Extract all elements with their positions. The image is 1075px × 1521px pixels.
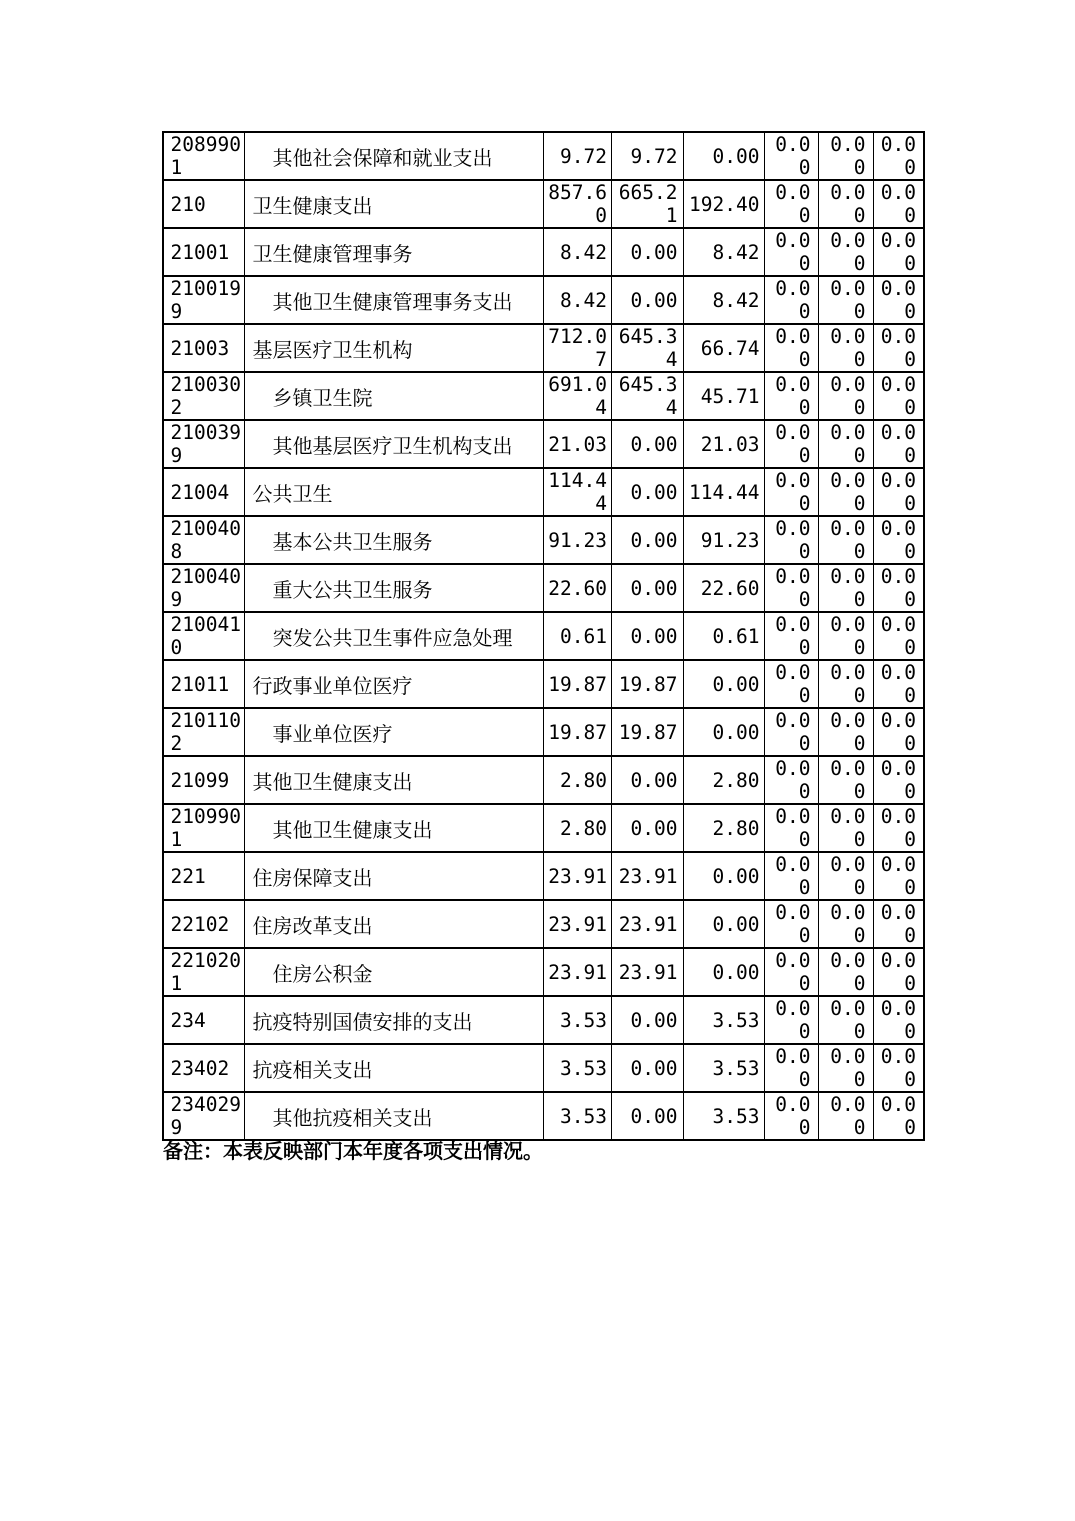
value-cell: 0.61 [543,612,611,660]
code-cell: 2100408 [163,516,244,564]
name-cell: 其他卫生健康管理事务支出 [244,276,543,324]
name-cell: 行政事业单位医疗 [244,660,543,708]
value-cell: 0.00 [873,324,924,372]
code-cell: 234 [163,996,244,1044]
value-cell: 0.00 [818,372,873,420]
expenditure-table-body [163,132,924,1140]
value-cell: 9.72 [543,132,611,180]
name-cell: 其他社会保障和就业支出 [244,132,543,180]
value-cell: 0.00 [611,804,683,852]
value-cell: 0.00 [818,1092,873,1140]
value-cell: 0.00 [818,228,873,276]
code-cell: 21003 [163,324,244,372]
value-cell: 2.80 [543,804,611,852]
table-row [163,228,924,276]
name-cell: 其他卫生健康支出 [244,756,543,804]
value-cell: 23.91 [611,948,683,996]
value-cell: 0.00 [818,660,873,708]
value-cell: 0.00 [611,420,683,468]
value-cell: 0.00 [764,852,818,900]
table-row [163,324,924,372]
value-cell: 0.00 [764,900,818,948]
name-cell: 事业单位医疗 [244,708,543,756]
value-cell: 0.00 [873,948,924,996]
value-cell: 22.60 [683,564,764,612]
value-cell: 0.00 [873,900,924,948]
value-cell: 23.91 [543,852,611,900]
code-cell: 221 [163,852,244,900]
value-cell: 0.00 [683,948,764,996]
value-cell: 0.00 [873,660,924,708]
value-cell: 0.00 [818,1044,873,1092]
name-cell: 基层医疗卫生机构 [244,324,543,372]
value-cell: 0.00 [764,756,818,804]
value-cell: 0.00 [818,804,873,852]
table-row [163,756,924,804]
value-cell: 23.91 [611,852,683,900]
value-cell: 0.00 [873,612,924,660]
value-cell: 0.00 [764,516,818,564]
value-cell: 0.00 [611,564,683,612]
table-row [163,708,924,756]
name-cell: 突发公共卫生事件应急处理 [244,612,543,660]
value-cell: 0.00 [764,1044,818,1092]
value-cell: 114.44 [543,468,611,516]
value-cell: 0.00 [818,180,873,228]
value-cell: 0.00 [683,132,764,180]
value-cell: 0.00 [873,228,924,276]
code-cell: 210 [163,180,244,228]
value-cell: 0.00 [764,708,818,756]
value-cell: 0.00 [818,852,873,900]
code-cell: 2109901 [163,804,244,852]
value-cell: 0.00 [873,1092,924,1140]
value-cell: 691.04 [543,372,611,420]
value-cell: 0.00 [611,612,683,660]
value-cell: 0.00 [764,1092,818,1140]
value-cell: 45.71 [683,372,764,420]
value-cell: 0.00 [764,420,818,468]
code-cell: 2100399 [163,420,244,468]
code-cell: 2100302 [163,372,244,420]
value-cell: 19.87 [611,708,683,756]
table-row [163,276,924,324]
value-cell: 0.00 [611,996,683,1044]
value-cell: 0.00 [764,660,818,708]
value-cell: 0.00 [873,804,924,852]
name-cell: 重大公共卫生服务 [244,564,543,612]
value-cell: 0.00 [873,564,924,612]
value-cell: 0.00 [764,612,818,660]
value-cell: 0.61 [683,612,764,660]
value-cell: 857.60 [543,180,611,228]
table-row [163,1092,924,1140]
value-cell: 0.00 [764,132,818,180]
code-cell: 2101102 [163,708,244,756]
code-cell: 22102 [163,900,244,948]
value-cell: 0.00 [873,180,924,228]
code-cell: 21011 [163,660,244,708]
value-cell: 8.42 [683,276,764,324]
table-row [163,660,924,708]
name-cell: 抗疫特别国债安排的支出 [244,996,543,1044]
value-cell: 0.00 [873,372,924,420]
table-row [163,900,924,948]
value-cell: 712.07 [543,324,611,372]
value-cell: 0.00 [818,324,873,372]
name-cell: 其他抗疫相关支出 [244,1092,543,1140]
name-cell: 基本公共卫生服务 [244,516,543,564]
value-cell: 0.00 [611,516,683,564]
value-cell: 8.42 [683,228,764,276]
name-cell: 住房保障支出 [244,852,543,900]
code-cell: 21001 [163,228,244,276]
value-cell: 114.44 [683,468,764,516]
name-cell: 其他卫生健康支出 [244,804,543,852]
value-cell: 0.00 [683,708,764,756]
value-cell: 0.00 [818,996,873,1044]
value-cell: 91.23 [683,516,764,564]
value-cell: 3.53 [543,996,611,1044]
value-cell: 0.00 [873,420,924,468]
value-cell: 19.87 [543,660,611,708]
code-cell: 2100410 [163,612,244,660]
value-cell: 0.00 [764,996,818,1044]
table-row [163,948,924,996]
value-cell: 0.00 [818,756,873,804]
value-cell: 0.00 [683,660,764,708]
value-cell: 0.00 [764,948,818,996]
code-cell: 23402 [163,1044,244,1092]
value-cell: 0.00 [683,900,764,948]
code-cell: 2210201 [163,948,244,996]
table-row [163,996,924,1044]
value-cell: 0.00 [818,900,873,948]
value-cell: 0.00 [764,804,818,852]
name-cell: 卫生健康管理事务 [244,228,543,276]
value-cell: 22.60 [543,564,611,612]
value-cell: 665.21 [611,180,683,228]
value-cell: 0.00 [818,276,873,324]
name-cell: 其他基层医疗卫生机构支出 [244,420,543,468]
value-cell: 0.00 [873,756,924,804]
value-cell: 0.00 [764,468,818,516]
value-cell: 23.91 [543,948,611,996]
value-cell: 0.00 [764,324,818,372]
value-cell: 3.53 [683,996,764,1044]
table-row [163,372,924,420]
table-row [163,1044,924,1092]
name-cell: 抗疫相关支出 [244,1044,543,1092]
value-cell: 0.00 [611,276,683,324]
table-row [163,420,924,468]
value-cell: 0.00 [611,468,683,516]
value-cell: 0.00 [873,132,924,180]
value-cell: 645.34 [611,372,683,420]
value-cell: 19.87 [543,708,611,756]
value-cell: 0.00 [818,132,873,180]
value-cell: 0.00 [873,852,924,900]
name-cell: 住房公积金 [244,948,543,996]
value-cell: 0.00 [873,468,924,516]
code-cell: 21004 [163,468,244,516]
value-cell: 3.53 [683,1044,764,1092]
value-cell: 66.74 [683,324,764,372]
value-cell: 0.00 [818,468,873,516]
value-cell: 0.00 [764,372,818,420]
value-cell: 0.00 [873,1044,924,1092]
value-cell: 0.00 [818,948,873,996]
code-cell: 2340299 [163,1092,244,1140]
code-cell: 2100199 [163,276,244,324]
value-cell: 0.00 [873,708,924,756]
value-cell: 23.91 [611,900,683,948]
table-row [163,852,924,900]
table-row [163,804,924,852]
value-cell: 2.80 [683,804,764,852]
value-cell: 0.00 [873,276,924,324]
value-cell: 0.00 [764,276,818,324]
value-cell: 0.00 [873,996,924,1044]
value-cell: 3.53 [543,1044,611,1092]
table-footnote: 备注：本表反映部门本年度各项支出情况。 [163,1141,543,1163]
value-cell: 0.00 [611,1092,683,1140]
value-cell: 645.34 [611,324,683,372]
value-cell: 19.87 [611,660,683,708]
value-cell: 91.23 [543,516,611,564]
value-cell: 21.03 [543,420,611,468]
name-cell: 卫生健康支出 [244,180,543,228]
value-cell: 23.91 [543,900,611,948]
name-cell: 公共卫生 [244,468,543,516]
code-cell: 21099 [163,756,244,804]
value-cell: 0.00 [764,180,818,228]
name-cell: 住房改革支出 [244,900,543,948]
table-row [163,516,924,564]
value-cell: 0.00 [611,1044,683,1092]
table-row [163,180,924,228]
value-cell: 3.53 [683,1092,764,1140]
value-cell: 0.00 [818,612,873,660]
value-cell: 2.80 [683,756,764,804]
value-cell: 0.00 [873,516,924,564]
value-cell: 0.00 [818,708,873,756]
expenditure-table [162,131,925,1141]
value-cell: 192.40 [683,180,764,228]
table-row [163,132,924,180]
table-row [163,564,924,612]
value-cell: 8.42 [543,276,611,324]
value-cell: 0.00 [818,564,873,612]
table-row [163,612,924,660]
value-cell: 0.00 [818,420,873,468]
name-cell: 乡镇卫生院 [244,372,543,420]
value-cell: 9.72 [611,132,683,180]
code-cell: 2100409 [163,564,244,612]
value-cell: 0.00 [764,228,818,276]
value-cell: 2.80 [543,756,611,804]
value-cell: 0.00 [818,516,873,564]
value-cell: 0.00 [683,852,764,900]
value-cell: 0.00 [611,228,683,276]
value-cell: 21.03 [683,420,764,468]
value-cell: 8.42 [543,228,611,276]
code-cell: 2089901 [163,132,244,180]
value-cell: 3.53 [543,1092,611,1140]
value-cell: 0.00 [764,564,818,612]
value-cell: 0.00 [611,756,683,804]
table-row [163,468,924,516]
